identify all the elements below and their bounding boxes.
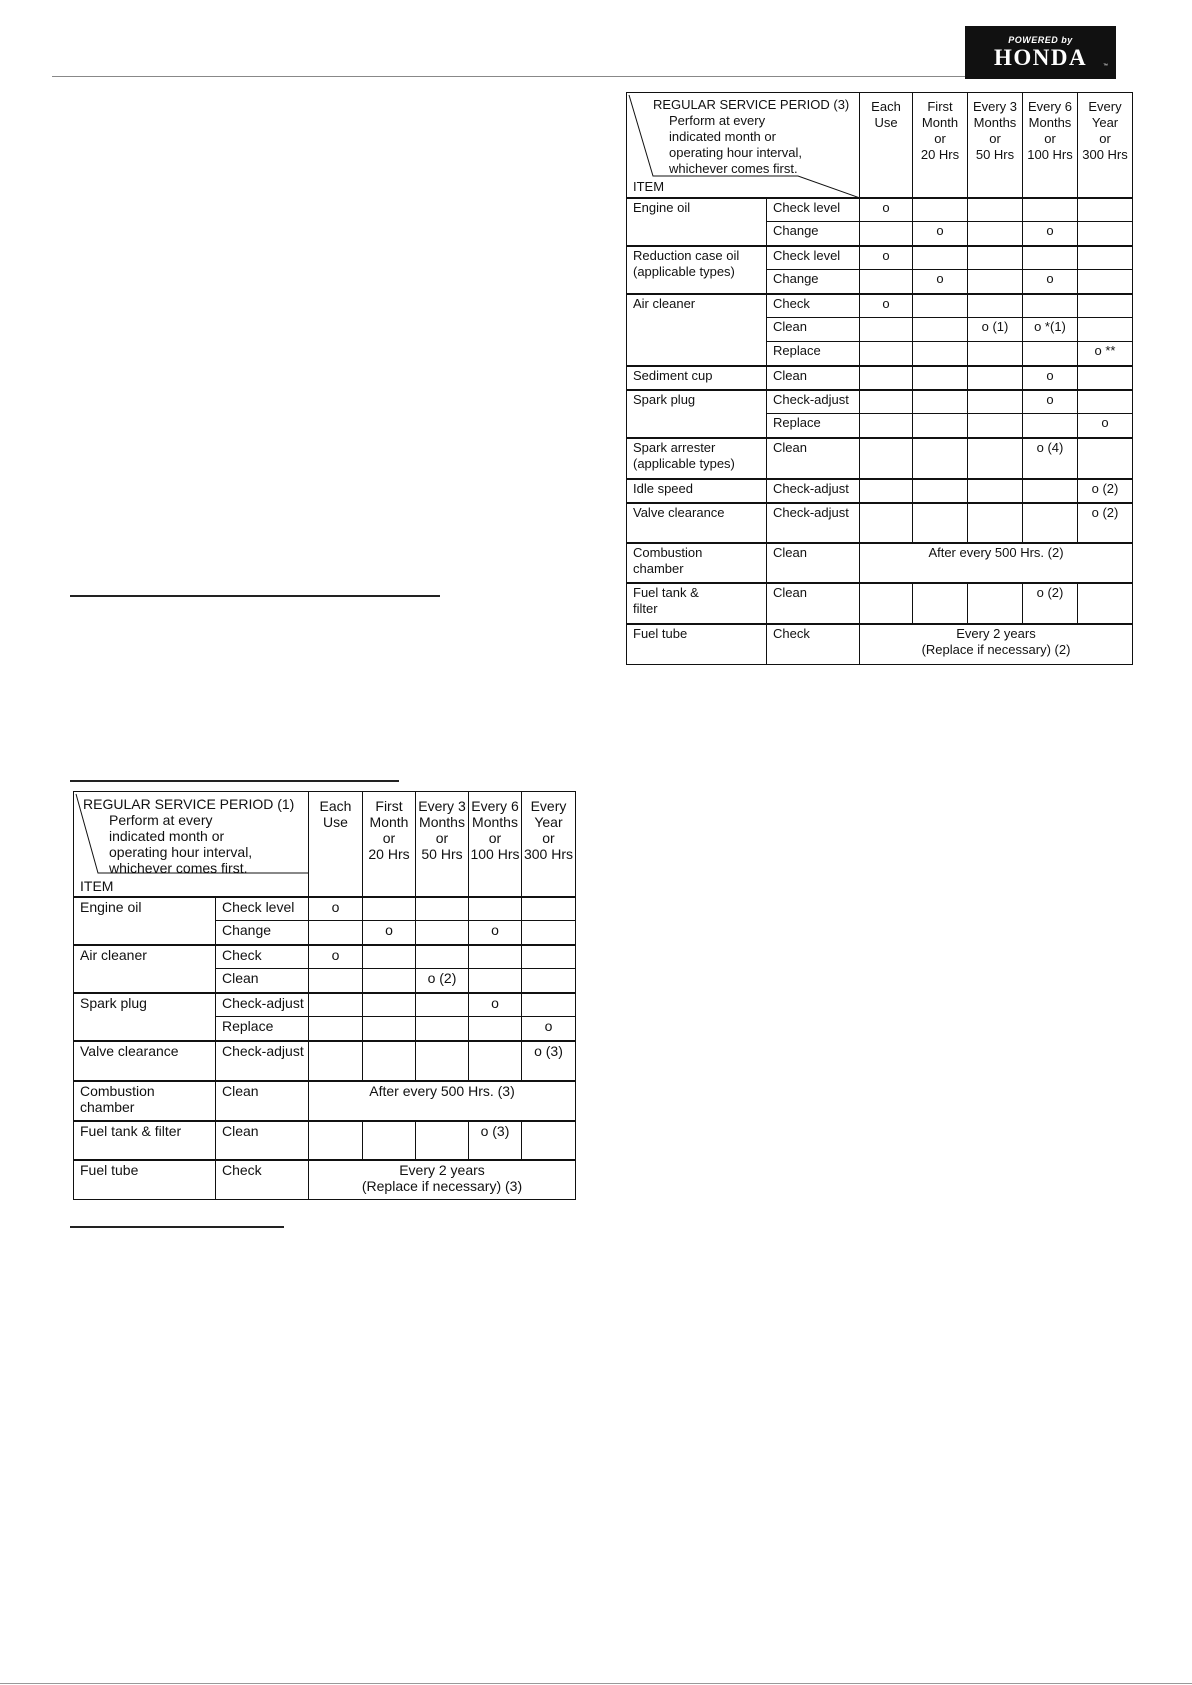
powered-by-honda-logo [965,26,1116,79]
schedule-mark-cell [309,1121,363,1160]
schedule-mark-cell [416,945,469,969]
schedule-mark-cell [913,318,968,342]
schedule-mark-cell [522,945,576,969]
schedule-mark-cell [1078,583,1133,624]
table-row [74,897,576,921]
item-cell [627,198,767,246]
item-name: Fuel tank & filter [80,1122,182,1139]
schedule-mark-cell [309,1017,363,1041]
schedule-mark-cell [968,583,1023,624]
header-note [669,113,802,177]
column-header-line: 100 Hrs [470,846,520,862]
operation-cell: Change [767,270,860,294]
table-row [627,294,1133,318]
column-header-line: or [488,830,502,846]
operation-cell: Change [216,921,309,945]
operation-cell: Check level [767,246,860,270]
column-header-line: Use [874,115,898,130]
operation-cell: Check [767,294,860,318]
schedule-mark-cell [1023,414,1078,438]
operation-cell: Check level [216,897,309,921]
item-cell [627,438,767,479]
schedule-mark-cell [309,969,363,993]
schedule-mark-cell: o *(1) [1023,318,1078,342]
schedule-mark-cell [860,438,913,479]
schedule-mark-cell [363,993,416,1017]
operation-cell: Check [767,624,860,665]
section-rule-2 [70,780,399,782]
schedule-mark-cell [1078,390,1133,414]
column-header-line: Month [921,115,959,130]
schedule-mark-cell: o (3) [469,1121,522,1160]
header-diagonal-cell [627,93,860,198]
schedule-mark-cell [968,479,1023,503]
column-header-line: Every 3 [418,798,466,814]
table-row [627,438,1133,479]
column-header-line: 300 Hrs [523,846,574,862]
schedule-mark-cell: o (3) [522,1041,576,1081]
item-cell [627,479,767,503]
item-name: Engine oil [80,898,142,915]
schedule-mark-cell [913,583,968,624]
header-title: REGULAR SERVICE PERIOD (3) [653,97,850,112]
schedule-mark-cell [968,414,1023,438]
operation-cell: Clean [767,543,860,583]
schedule-mark-cell [1078,198,1133,222]
operation-cell: Clean [216,1081,309,1121]
column-header-line: or [1044,131,1056,146]
schedule-mark-cell [416,897,469,921]
schedule-mark-cell: o [363,921,416,945]
table-row [627,366,1133,390]
column-header-1 [309,792,363,897]
schedule-mark-cell [968,503,1023,543]
header-note-line: operating hour interval, [109,844,253,860]
column-header-line: 50 Hrs [421,846,463,862]
schedule-mark-cell [968,366,1023,390]
column-header-line: Every [1088,99,1122,114]
item-name: Fuel tank & [633,584,699,600]
item-cell [74,1041,216,1081]
schedule-mark-cell: o [522,1017,576,1041]
item-name: Idle speed [633,480,693,496]
operation-cell: Check-adjust [767,503,860,543]
table-row [627,543,1133,583]
interval-note: After every 500 Hrs. (2) [928,544,1064,560]
operation-cell: Check [216,945,309,969]
schedule-mark-cell [913,390,968,414]
item-name: Air cleaner [633,295,696,311]
item-name: Sediment cup [633,367,713,383]
column-header-line: Use [323,814,348,830]
maintenance-schedule-table-upper [626,92,1133,665]
column-header-line: 20 Hrs [920,147,960,162]
item-name: (applicable types) [633,455,735,471]
item-name: chamber [80,1098,135,1115]
interval-note: Every 2 years [956,625,1036,641]
item-name: chamber [633,560,684,576]
logo-wordmark: HONDA [993,45,1088,70]
item-name: Spark plug [633,391,696,407]
schedule-mark-cell [913,342,968,366]
schedule-mark-cell [1078,318,1133,342]
column-header-line: or [989,131,1001,146]
operation-cell: Replace [767,414,860,438]
item-name: Engine oil [633,199,691,215]
schedule-mark-cell [469,897,522,921]
table-row [74,945,576,969]
column-header-4 [469,792,522,897]
logo-tagline: POWERED by [1008,35,1073,45]
interval-note: (Replace if necessary) (3) [361,1177,523,1194]
schedule-mark-cell [1023,198,1078,222]
column-header-3 [968,93,1023,198]
schedule-mark-cell [522,921,576,945]
schedule-mark-cell [1023,342,1078,366]
schedule-mark-cell [522,897,576,921]
schedule-mark-cell: o [1023,366,1078,390]
schedule-mark-cell: o [1078,414,1133,438]
operation-cell: Clean [767,318,860,342]
schedule-mark-cell [1078,294,1133,318]
column-header-line: First [927,99,953,114]
schedule-mark-cell [363,1041,416,1081]
item-name: Fuel tube [80,1161,139,1178]
schedule-mark-cell [968,390,1023,414]
item-name: (applicable types) [633,263,735,279]
schedule-mark-cell [913,503,968,543]
logo-trademark: ™ [1103,63,1108,69]
table-row [74,993,576,1017]
schedule-mark-cell [416,1017,469,1041]
operation-cell: Check-adjust [767,390,860,414]
schedule-mark-cell [913,366,968,390]
operation-cell: Check-adjust [767,479,860,503]
schedule-mark-cell [860,318,913,342]
schedule-mark-cell [913,438,968,479]
item-cell [74,993,216,1041]
table-row [74,1041,576,1081]
schedule-mark-cell [860,342,913,366]
schedule-mark-cell [913,246,968,270]
item-name: Combustion [80,1082,155,1099]
column-header-line: Every 6 [1027,99,1073,114]
operation-cell: Clean [216,1121,309,1160]
item-cell [627,390,767,438]
column-header-line: Months [472,814,518,830]
column-header-2 [363,792,416,897]
schedule-mark-cell: o [913,270,968,294]
interval-note: (Replace if necessary) (2) [921,641,1071,657]
item-name: filter [633,600,658,616]
section-rule-3 [70,1226,284,1228]
schedule-mark-cell [1023,479,1078,503]
operation-cell: Clean [767,366,860,390]
schedule-mark-cell [309,993,363,1017]
interval-span-cell [860,543,1133,583]
item-name: Spark arrester [633,439,716,455]
header-note [109,812,252,876]
table-row [627,583,1133,624]
item-name: Spark plug [80,994,147,1011]
header-note-line: operating hour interval, [669,145,802,160]
header-row [74,792,576,897]
schedule-mark-cell: o [860,294,913,318]
schedule-mark-cell: o [309,897,363,921]
column-header-line: Month [369,814,409,830]
schedule-mark-cell: o [860,246,913,270]
schedule-mark-cell [522,993,576,1017]
schedule-mark-cell [1078,366,1133,390]
header-divider [52,76,1114,77]
operation-cell: Replace [767,342,860,366]
column-header-3 [416,792,469,897]
column-header-line: 20 Hrs [368,846,410,862]
column-header-5 [522,792,576,897]
schedule-mark-cell [1023,246,1078,270]
column-header-line: Every 6 [471,798,519,814]
footer-divider [0,1683,1192,1684]
table-row [627,479,1133,503]
interval-span-cell [860,624,1133,665]
schedule-mark-cell: o [1023,270,1078,294]
table-row [627,503,1133,543]
schedule-mark-cell [1023,503,1078,543]
schedule-mark-cell [913,198,968,222]
schedule-mark-cell: o (2) [1023,583,1078,624]
schedule-mark-cell: o ** [1078,342,1133,366]
header-note-line: indicated month or [669,129,776,144]
operation-cell: Check-adjust [216,1041,309,1081]
operation-cell: Check-adjust [216,993,309,1017]
operation-cell: Clean [767,438,860,479]
item-name: Reduction case oil [633,247,740,263]
column-header-line: Months [419,814,465,830]
item-cell [627,366,767,390]
schedule-mark-cell: o (2) [1078,503,1133,543]
schedule-mark-cell: o (2) [416,969,469,993]
schedule-mark-cell [363,1017,416,1041]
item-cell [627,583,767,624]
column-header-line: 100 Hrs [1027,147,1073,162]
schedule-mark-cell [469,1041,522,1081]
column-header-line: or [382,830,396,846]
table-row [627,624,1133,665]
schedule-mark-cell [416,1041,469,1081]
column-header-line: Year [534,814,563,830]
schedule-mark-cell: o (4) [1023,438,1078,479]
schedule-mark-cell [1078,222,1133,246]
item-cell [627,294,767,366]
schedule-mark-cell [363,897,416,921]
item-name: Fuel tube [633,625,688,641]
table-row [74,1081,576,1121]
schedule-mark-cell [363,1121,416,1160]
schedule-mark-cell [363,969,416,993]
schedule-mark-cell [416,993,469,1017]
schedule-mark-cell [860,222,913,246]
maintenance-schedule-table-lower [73,791,576,1200]
schedule-mark-cell [1078,270,1133,294]
column-header-line: Year [1091,115,1119,130]
schedule-mark-cell: o [913,222,968,246]
schedule-mark-cell [309,1041,363,1081]
schedule-mark-cell [1023,294,1078,318]
schedule-mark-cell [469,969,522,993]
item-cell [627,543,767,583]
item-cell [627,246,767,294]
item-cell [627,624,767,665]
schedule-mark-cell [416,921,469,945]
operation-cell: Clean [216,969,309,993]
column-header-2 [913,93,968,198]
schedule-mark-cell [416,1121,469,1160]
header-item-label: ITEM [633,178,665,194]
schedule-mark-cell: o [309,945,363,969]
table-row [627,198,1133,222]
schedule-mark-cell [469,945,522,969]
item-cell [74,897,216,945]
column-header-5 [1078,93,1133,198]
schedule-mark-cell [860,479,913,503]
schedule-mark-cell [860,414,913,438]
schedule-mark-cell: o [469,921,522,945]
schedule-mark-cell [860,503,913,543]
header-diagonal-cell [74,792,309,897]
table-row [627,390,1133,414]
column-header-line: 300 Hrs [1082,147,1128,162]
section-rule-1 [70,595,440,597]
column-header-4 [1023,93,1078,198]
item-cell [74,1081,216,1121]
schedule-mark-cell [860,366,913,390]
schedule-mark-cell [522,969,576,993]
schedule-mark-cell [913,414,968,438]
item-cell [74,1160,216,1200]
operation-cell: Check [216,1160,309,1200]
operation-cell: Replace [216,1017,309,1041]
item-name: Air cleaner [80,946,147,963]
table-row [74,1160,576,1200]
schedule-mark-cell [968,342,1023,366]
column-header-line: or [1099,131,1111,146]
column-header-line: or [542,830,555,846]
item-cell [627,503,767,543]
column-header-line: or [934,131,946,146]
header-note-line: Perform at every [109,812,213,828]
column-header-1 [860,93,913,198]
item-cell [74,945,216,993]
schedule-mark-cell: o [1023,390,1078,414]
column-header-line: or [435,830,449,846]
schedule-mark-cell [309,921,363,945]
schedule-mark-cell [968,198,1023,222]
schedule-mark-cell [968,246,1023,270]
schedule-mark-cell [860,390,913,414]
operation-cell: Check level [767,198,860,222]
column-header-line: Every [530,798,567,814]
schedule-mark-cell: o [469,993,522,1017]
schedule-mark-cell [968,438,1023,479]
schedule-mark-cell [522,1121,576,1160]
column-header-line: Months [973,115,1017,130]
item-name: Combustion [633,544,703,560]
interval-note: Every 2 years [399,1161,485,1178]
header-note-line: indicated month or [109,828,225,844]
column-header-line: Each [871,99,901,114]
schedule-mark-cell [860,270,913,294]
schedule-mark-cell [913,479,968,503]
header-item-label: ITEM [80,877,114,894]
schedule-mark-cell [968,270,1023,294]
schedule-mark-cell: o (2) [1078,479,1133,503]
column-header-line: Every 3 [972,99,1018,114]
interval-span-cell [309,1160,576,1200]
item-name: Valve clearance [633,504,725,520]
item-cell [74,1121,216,1160]
schedule-mark-cell [968,222,1023,246]
table-row [627,246,1133,270]
header-note-line: whichever comes first. [669,161,798,176]
item-name: Valve clearance [80,1042,179,1059]
operation-cell: Clean [767,583,860,624]
table-row [74,1121,576,1160]
column-header-line: Months [1028,115,1072,130]
operation-cell: Change [767,222,860,246]
header-note-line: whichever comes first. [109,860,248,876]
schedule-mark-cell [469,1017,522,1041]
column-header-line: First [375,798,403,814]
schedule-mark-cell: o [860,198,913,222]
schedule-mark-cell [860,583,913,624]
header-note-line: Perform at every [669,113,766,128]
schedule-mark-cell [1078,246,1133,270]
header-title: REGULAR SERVICE PERIOD (1) [83,796,295,812]
schedule-mark-cell [968,294,1023,318]
schedule-mark-cell [913,294,968,318]
header-row [627,93,1133,198]
schedule-mark-cell: o (1) [968,318,1023,342]
schedule-mark-cell: o [1023,222,1078,246]
interval-note: After every 500 Hrs. (3) [369,1082,515,1099]
column-header-line: 50 Hrs [975,147,1015,162]
schedule-mark-cell [1078,438,1133,479]
interval-span-cell [309,1081,576,1121]
column-header-line: Each [319,798,352,814]
schedule-mark-cell [363,945,416,969]
